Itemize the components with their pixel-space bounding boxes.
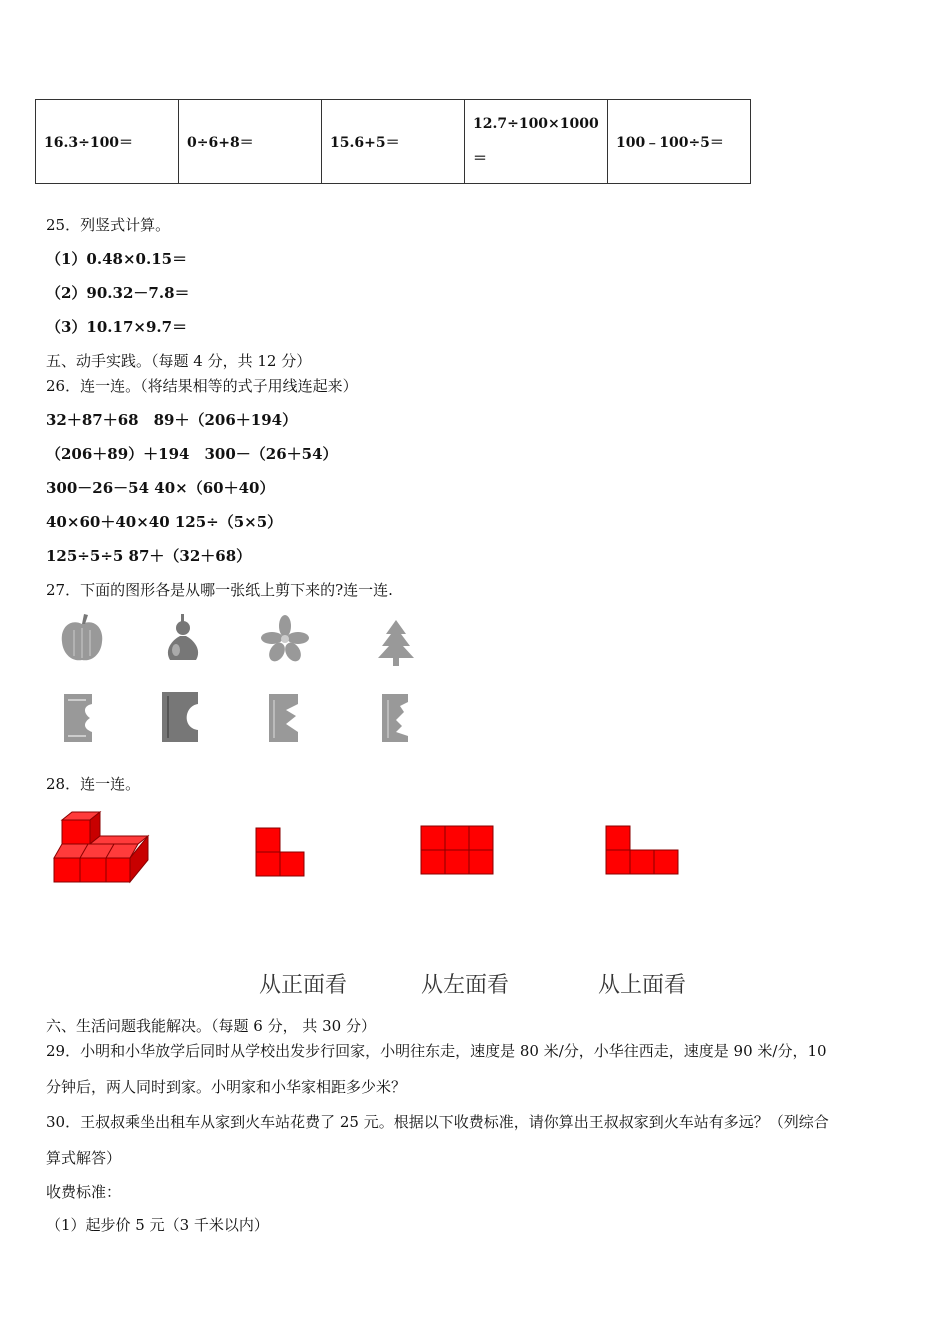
apple-shape	[62, 614, 103, 660]
q30-item: （1）起步价 5 元（3 千米以内）	[46, 1216, 269, 1234]
q25-title: 25．列竖式计算。	[46, 216, 171, 234]
gourd-shape	[168, 614, 198, 660]
view-label-top: 从上面看	[598, 973, 687, 998]
q26-row: 300－26－54 40×（60＋40）	[46, 479, 275, 497]
calc-table	[35, 99, 751, 184]
table-cell: 0÷6+8＝	[179, 100, 322, 184]
q30-line2: 算式解答）	[46, 1149, 122, 1167]
paper-tree-cut	[382, 694, 408, 742]
q30-line1: 30．王叔叔乘坐出租车从家到火车站花费了 25 元。根据以下收费标准，请你算出王叔叔家到火车站有多远？（列综合	[46, 1113, 829, 1131]
view-label-left: 从左面看	[421, 973, 510, 998]
table-row	[36, 100, 751, 184]
section6-title: 六、生活问题我能解决。（每题 6 分， 共 30 分）	[46, 1017, 376, 1035]
q26-title: 26．连一连。（将结果相等的式子用线连起来）	[46, 377, 358, 395]
q29-line1: 29．小明和小华放学后同时从学校出发步行回家，小明往东走，速度是 80 米/分，小华往西走，速度是 90 米/分，10	[46, 1042, 827, 1060]
section5-title: 五、动手实践。（每题 4 分，共 12 分）	[46, 352, 312, 370]
q27-figures	[40, 610, 460, 755]
q28-title: 28．连一连。	[46, 775, 141, 793]
q26-row: 125÷5÷5 87＋（32＋68）	[46, 547, 252, 565]
q25-item: （1）0.48×0.15＝	[46, 250, 188, 268]
table-cell: 15.6+5＝	[322, 100, 465, 184]
flower-shape	[261, 615, 309, 664]
q27-title: 27．下面的图形各是从哪一张纸上剪下来的?连一连.	[46, 581, 393, 599]
cube-stack-3d	[54, 812, 148, 882]
q28-figures	[50, 810, 690, 890]
table-cell	[465, 100, 608, 184]
q25-item: （3）10.17×9.7＝	[46, 318, 188, 336]
table-cell: 16.3÷100＝	[36, 100, 179, 184]
q29-line2: 分钟后，两人同时到家。小明家和小华家相距多少米？	[46, 1078, 407, 1096]
q26-row: （206＋89）＋194 300－（26＋54）	[46, 445, 338, 463]
view-shape-l-wide	[606, 826, 678, 874]
table-cell-line1: 12.7÷100×1000	[473, 115, 599, 132]
q26-row: 40×60＋40×40 125÷（5×5）	[46, 513, 283, 531]
table-cell: 100﹣100÷5＝	[608, 100, 751, 184]
paper-zigzag-cut	[269, 694, 298, 742]
view-label-front: 从正面看	[259, 973, 348, 998]
view-shape-grid	[421, 826, 493, 874]
view-shape-l-small	[256, 828, 304, 876]
paper-leaf-cut	[64, 694, 92, 742]
tree-shape	[378, 620, 414, 666]
q25-item: （2）90.32－7.8＝	[46, 284, 190, 302]
q30-standard-label: 收费标准：	[46, 1183, 122, 1201]
table-cell-line2: ＝	[473, 150, 487, 167]
paper-c-cut	[162, 692, 198, 742]
q26-row: 32＋87＋68 89＋（206＋194）	[46, 411, 298, 429]
